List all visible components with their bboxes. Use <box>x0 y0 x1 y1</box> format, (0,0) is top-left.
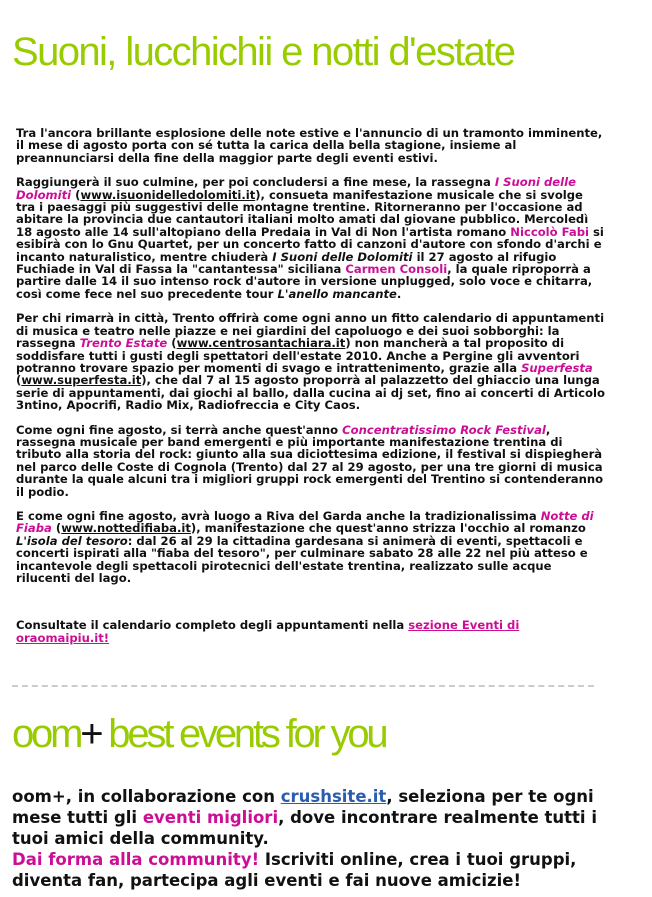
promo-line-1: oom+, in collaborazione con crushsite.it, seleziona per te ogni mese tutti gli eventi migliori, dove incontrare realmente tutti i tuoi amici della community. <box>12 787 597 848</box>
link-centrosantachiara[interactable]: www.centrosantachiara.it <box>176 336 346 351</box>
highlight-eventi-migliori: eventi migliori <box>142 808 279 827</box>
link-superfesta[interactable]: www.superfesta.it <box>21 373 142 388</box>
section-divider <box>12 685 594 687</box>
event-name-trento-estate: Trento Estate <box>79 336 168 351</box>
section-title-best-events: oom+ best events for you <box>12 712 386 756</box>
link-crushsite[interactable]: crushsite.it <box>280 787 387 806</box>
event-name-superfesta: Superfesta <box>521 360 593 375</box>
tour-name: L'anello mancante <box>277 286 397 301</box>
page-title: Suoni, lucchichii e notti d'estate <box>12 30 515 74</box>
promo-line-2: Dai forma alla community! Iscriviti online, crea i tuoi gruppi, diventa fan, partecipa agli eventi e fai nuove amicizie! <box>12 850 577 890</box>
event-name-suoni-dolomiti-2: I Suoni delle Dolomiti <box>272 249 413 264</box>
event-name-suoni-dolomiti: I Suoni delle Dolomiti <box>16 175 576 202</box>
paragraph-concentratissimo: Come ogni fine agosto, si terrà anche quest'anno Concentratissimo Rock Festival, rassegna musicale per band emergenti e più importante manifestazione trentina di tributo alla storia del rock: giunto alla sua diciottesima edizione, il festival si dispiegherà nel parco delle Coste di Cognola (Trento) dal 27 al 29 agosto, per una tre giorni di musica durante la quale alcuni tra i migliori gruppi rock emergenti del Trentino si contenderanno il podio. <box>16 422 604 499</box>
artist-niccolo-fabi: Niccolò Fabi <box>510 224 589 239</box>
link-isuonidelledolomiti[interactable]: www.isuonidelledolomiti.it <box>80 187 256 202</box>
book-title: L'isola del tesoro <box>16 533 128 548</box>
event-name-concentratissimo: Concentratissimo Rock Festival <box>342 422 546 437</box>
artist-carmen-consoli: Carmen Consoli <box>345 262 448 277</box>
plus-glyph: + <box>80 712 101 756</box>
link-sezione-eventi[interactable]: sezione Eventi di oraomaipiu.it! <box>16 618 520 645</box>
highlight-dai-forma: Dai forma alla community! <box>12 850 260 869</box>
event-name-notte-di-fiaba: Notte di Fiaba <box>16 508 594 536</box>
promo-text <box>12 786 632 891</box>
paragraph-calendar: Consultate il calendario completo degli appuntamenti nella sezione Eventi di oraomaipiu.it! <box>16 618 520 645</box>
link-nottedifiaba[interactable]: www.nottedifiaba.it <box>61 521 191 536</box>
paragraph-trento-estate: Per chi rimarrà in città, Trento offrirà come ogni anno un fitto calendario di appuntamenti di musica e teatro nelle piazze e nei giardini del capoluogo e dei suoi sobborghi: la rassegna Trento Estate (www.centrosantachiara.it) non mancherà a tal proposito di soddisfare tutti i gusti degli spettatori dell'estate 2010. Anche a Pergine gli avventori potranno trovare spazio per momenti di svago e intrattenimento, grazie alla Superfesta (www.superfesta.it), che dal 7 al 15 agosto proporrà al palazzetto del ghiaccio una lunga serie di appuntamenti, dai giochi al ballo, dalla cucina ai dj set, fino ai concerti di Articolo 3ntino, Apocrifi, Radio Mix, Radiofreccia e City Caos. <box>16 311 605 413</box>
paragraph-notte-di-fiaba: E come ogni fine agosto, avrà luogo a Riva del Garda anche la tradizionalissima Notte di Fiaba (www.nottedifiaba.it), manifestazione che quest'anno strizza l'occhio al romanzo L'isola del tesoro: dal 26 al 29 la cittadina gardesana si animerà di eventi, spettacoli e concerti ispirati alla "fiaba del tesoro", per culminare sabato 28 alle 22 nel più atteso e incantevole degli spettacoli pirotecnici dell'estate trentina, realizzato sulle acque rilucenti del lago. <box>16 508 594 585</box>
paragraph-dolomiti: Raggiungerà il suo culmine, per poi concludersi a fine mese, la rassegna I Suoni delle Dolomiti (www.isuonidelledolomiti.it), consueta manifestazione musicale che si svolge tra i paesaggi più suggestivi delle montagne trentine. Ritorneranno per l'occasione ad abitare la provincia due cantautori italiani molto amati dal giovane pubblico. Mercoledì 18 agosto alle 14 sull'altopiano della Predaia in Val di Non l'artista romano Niccolò Fabi si esibirà con lo Gnu Quartet, per un concerto fatto di canzoni d'autore con sfondo d'archi e incanto naturalistico, mentre chiuderà I Suoni delle Dolomiti il 27 agosto al rifugio Fuchiade in Val di Fassa la "cantantessa" siciliana Carmen Consoli, la quale riproporrà a partire dalle 14 il suo intenso rock d'autore in versione unplugged, solo voce e chitarra, così come fece nel suo precedente tour L'anello mancante. <box>16 175 604 301</box>
article-body <box>16 127 606 656</box>
paragraph-intro: Tra l'ancora brillante esplosione delle note estive e l'annuncio di un tramonto imminente, il mese di agosto porta con sé tutta la carica della bella stagione, insieme al preannunciarsi della fine della maggior parte degli eventi estivi. <box>16 126 603 165</box>
